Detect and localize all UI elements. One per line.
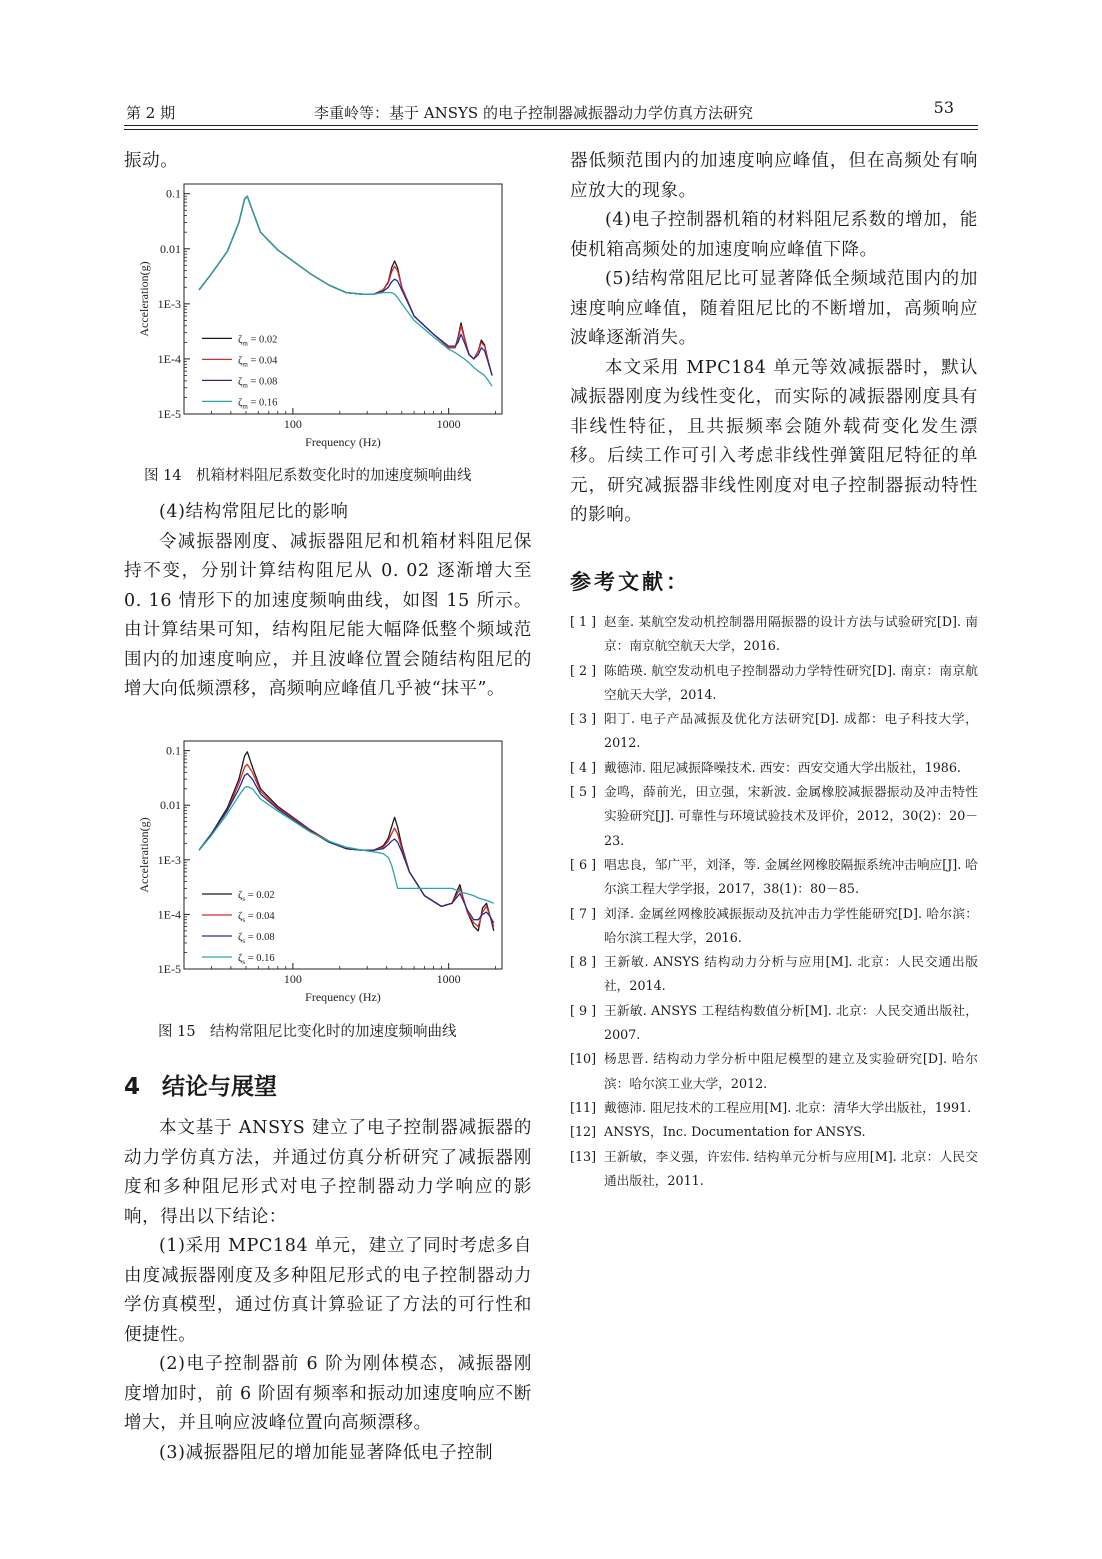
reference-number: [ 5 ] [570, 784, 597, 800]
legend-label: $\zeta_m = 0.02$ [238, 334, 278, 348]
issue-number: 第 2 期 [126, 104, 176, 122]
reference-item [570, 780, 978, 853]
fig14-chart [134, 178, 514, 458]
paragraph: (2)电子控制器前 6 阶为刚体模态，减振器刚度增加时，前 6 阶固有频率和振动加速度响应不断增大，并且响应波峰位置向高频漂移。 [124, 1354, 532, 1433]
paragraph: (4)电子控制器机箱的材料阻尼系数的增加，能使机箱高频处的加速度响应峰值下降。 [570, 210, 978, 260]
x-tick-label: 1000 [436, 972, 461, 986]
y-axis-label: Acceleration(g) [137, 261, 151, 337]
reference-item [570, 950, 978, 999]
y-tick-label: 1E-5 [157, 407, 181, 421]
reference-text: 金鸣，薛前光，田立强，宋新波. 金属橡胶减振器振动及冲击特性实验研究[J]. 可靠性与环境试验技术及评价，2012，30(2)：20－23. [604, 784, 978, 848]
legend-label: $\zeta_m = 0.08$ [238, 376, 278, 390]
series-line [199, 787, 494, 904]
subsection-heading: (4)结构常阻尼比的影响 [159, 502, 349, 522]
x-tick-label: 100 [283, 417, 302, 431]
y-tick-label: 0.1 [166, 743, 181, 758]
paragraph: 振动。 [124, 151, 179, 171]
references-heading: 参考文献： [570, 570, 690, 594]
reference-number: [ 6 ] [570, 856, 597, 872]
reference-text: 阳丁. 电子产品减振及优化方法研究[D]. 成都：电子科技大学，2012. [604, 711, 978, 751]
reference-list [570, 610, 978, 1193]
paragraph: (5)结构常阻尼比可显著降低全频域范围内的加速度响应峰值，随着阻尼比的不断增加，高频响应波峰逐渐消失。 [570, 269, 978, 348]
legend-label: $\zeta_s = 0.04$ [238, 910, 275, 924]
reference-number: [ 9 ] [570, 1002, 597, 1018]
fig15-chart [134, 735, 514, 1013]
figure-15 [134, 735, 514, 1013]
y-tick-label: 0.1 [166, 186, 181, 201]
left-column-mid [124, 498, 532, 705]
fig15-caption: 图 15 结构常阻尼比变化时的加速度频响曲线 [158, 1024, 457, 1040]
reference-item [570, 853, 978, 902]
x-axis-label: Frequency (Hz) [305, 435, 381, 449]
legend-label: $\zeta_m = 0.16$ [238, 397, 278, 411]
section-title: 结论与展望 [162, 1074, 277, 1100]
reference-number: [ 8 ] [570, 954, 597, 970]
fig14-caption: 图 14 机箱材料阻尼系数变化时的加速度频响曲线 [144, 468, 472, 484]
reference-number: [13] [570, 1148, 597, 1164]
y-tick-label: 1E-4 [157, 351, 181, 366]
y-tick-label: 1E-5 [157, 962, 181, 976]
reference-item [570, 707, 978, 756]
x-tick-label: 1000 [436, 417, 461, 431]
reference-number: [10] [570, 1051, 597, 1067]
paragraph: 令减振器刚度、减振器阻尼和机箱材料阻尼保持不变，分别计算结构阻尼从 0. 02 逐渐增大至 0. 16 情形下的加速度频响曲线，如图 15 所示。由计算结果可知，结构阻尼能大幅降低整个频域范围内的加速度响应，并且波峰位置会随结构阻尼的增大向低频漂移，高频响应峰值几乎被“抹平”。 [124, 531, 532, 699]
legend-label: $\zeta_m = 0.04$ [238, 355, 278, 369]
reference-text: 戴德沛. 阻尼减振降噪技术. 西安：西安交通大学出版社，1986. [604, 759, 961, 775]
y-tick-label: 1E-4 [157, 907, 181, 922]
reference-item [570, 756, 978, 780]
left-column-top [124, 147, 532, 177]
reference-item [570, 610, 978, 659]
x-axis-label: Frequency (Hz) [305, 990, 381, 1004]
section-heading [124, 1068, 277, 1101]
reference-item [570, 902, 978, 951]
right-column [570, 147, 978, 531]
running-header [124, 98, 978, 124]
reference-text: 王新敏，李义强，许宏伟. 结构单元分析与应用[M]. 北京：人民交通出版社，2011. [604, 1148, 978, 1188]
reference-text: ANSYS，Inc. Documentation for ANSYS. [604, 1124, 866, 1140]
plot-frame [184, 741, 502, 969]
paragraph: 器低频范围内的加速度响应峰值，但在高频处有响应放大的现象。 [570, 151, 978, 201]
header-rule [124, 125, 978, 126]
reference-item [570, 1096, 978, 1120]
left-column-bottom [124, 1114, 532, 1468]
reference-number: [ 4 ] [570, 759, 597, 775]
plot-frame [184, 184, 502, 414]
reference-text: 唱忠良，邹广平，刘泽，等. 金属丝网橡胶隔振系统冲击响应[J]. 哈尔滨工程大学学报，2017，38(1)：80－85. [604, 856, 978, 897]
reference-item [570, 1145, 978, 1194]
figure-14 [134, 178, 514, 458]
x-tick-label: 100 [283, 972, 302, 986]
reference-item [570, 659, 978, 708]
reference-text: 杨思晋. 结构动力学分析中阻尼模型的建立及实验研究[D]. 哈尔滨：哈尔滨工业大学，2012. [604, 1051, 978, 1091]
reference-text: 陈皓瑛. 航空发动机电子控制器动力学特性研究[D]. 南京：南京航空航天大学，2014. [604, 662, 978, 702]
legend-label: $\zeta_s = 0.16$ [238, 952, 275, 966]
y-tick-label: 1E-3 [157, 296, 181, 311]
series-line [199, 196, 492, 386]
header-rule-thin [124, 129, 978, 130]
reference-number: [11] [570, 1099, 597, 1115]
reference-number: [12] [570, 1124, 597, 1140]
reference-number: [ 1 ] [570, 614, 597, 629]
reference-item [570, 999, 978, 1048]
reference-text: 刘泽. 金属丝网橡胶减振振动及抗冲击力学性能研究[D]. 哈尔滨：哈尔滨工程大学，2016. [604, 905, 978, 945]
reference-item [570, 1120, 978, 1144]
paragraph: 本文采用 MPC184 单元等效减振器时，默认减振器刚度为线性变化，而实际的减振器刚度具有非线性特征，且共振频率会随外载荷变化发生漂移。后续工作可引入考虑非线性弹簧阻尼特征的单元，研究减振器非线性刚度对电子控制器振动特性的影响。 [570, 357, 978, 525]
reference-text: 王新敏. ANSYS 工程结构数值分析[M]. 北京：人民交通出版社，2007. [604, 1002, 978, 1043]
reference-item [570, 1047, 978, 1096]
paragraph: (1)采用 MPC184 单元，建立了同时考虑多自由度减振器刚度及多种阻尼形式的电子控制器动力学仿真模型，通过仿真计算验证了方法的可行性和便捷性。 [124, 1236, 532, 1345]
y-tick-label: 0.01 [160, 798, 181, 813]
section-number: 4 [124, 1074, 141, 1100]
reference-text: 王新敏. ANSYS 结构动力分析与应用[M]. 北京：人民交通出版社，2014. [604, 954, 978, 994]
reference-text: 赵奎. 某航空发动机控制器用隔振器的设计方法与试验研究[D]. 南京：南京航空航天大学，2016. [604, 614, 978, 654]
reference-number: [ 2 ] [570, 662, 597, 678]
y-tick-label: 0.01 [160, 241, 181, 256]
y-axis-label: Acceleration(g) [137, 817, 151, 893]
reference-number: [ 7 ] [570, 905, 597, 921]
paragraph: (3)减振器阻尼的增加能显著降低电子控制 [159, 1442, 494, 1463]
reference-number: [ 3 ] [570, 711, 597, 727]
y-tick-label: 1E-3 [157, 852, 181, 867]
running-title: 李重岭等：基于 ANSYS 的电子控制器减振器动力学仿真方法研究 [314, 104, 753, 122]
paragraph: 本文基于 ANSYS 建立了电子控制器减振器的动力学仿真方法，并通过仿真分析研究了减振器刚度和多种阻尼形式对电子控制器动力学响应的影响，得出以下结论： [124, 1118, 532, 1227]
legend-label: $\zeta_s = 0.08$ [238, 931, 275, 945]
reference-text: 戴德沛. 阻尼技术的工程应用[M]. 北京：清华大学出版社，1991. [604, 1099, 972, 1115]
page-number: 53 [933, 98, 954, 117]
legend-label: $\zeta_s = 0.02$ [238, 889, 275, 903]
